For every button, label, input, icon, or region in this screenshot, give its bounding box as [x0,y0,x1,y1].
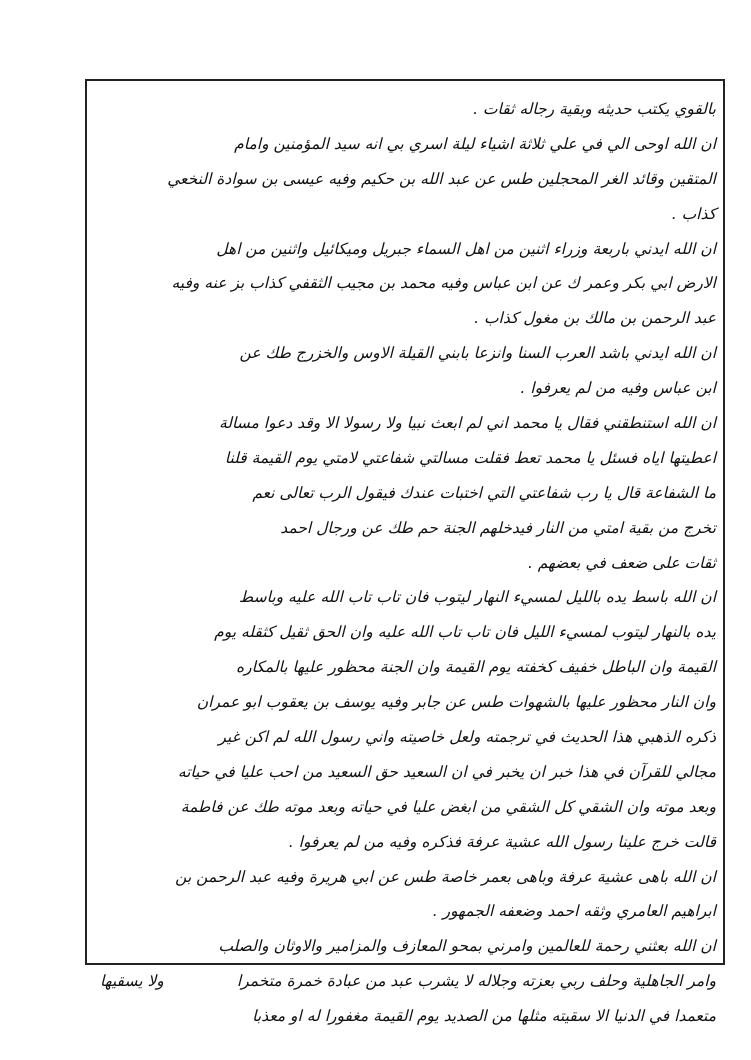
text-line: عبد الرحمن بن مالك بن مغول كذاب . [474,309,716,328]
text-line: المتقين وقائد الغر المحجلين طس عن عبد الله بن حكيم وفيه عيسى بن سوادة النخعي [167,169,716,188]
catchword: ولا يسقيها [100,972,164,990]
text-line: وان النار محظور عليها بالشهوات طس عن جابر وفيه يوسف بن يعقوب ابو عمران [196,693,716,712]
text-line: ما الشفاعة قال يا رب شفاعتي التي اختبات عندك فيقول الرب تعالى نعم [252,483,716,502]
text-line: القيمة وان الباطل خفيف كخفته يوم القيمة وان الجنة محظور عليها بالمكاره [235,658,716,677]
text-line: ابراهيم العامري وثقه احمد وضعفه الجمهور . [432,902,716,921]
text-line: كذاب . [671,204,716,223]
text-line: ان الله اوحى الي في علي ثلاثة اشياء ليلة اسري بي انه سيد المؤمنين وامام [234,134,716,153]
text-line: متعمدا في الدنيا الا سقيته مثلها من الصديد يوم القيمة مغفورا له او معذبا [252,1007,716,1026]
text-line: يده بالنهار ليتوب لمسيء الليل فان تاب تاب الله عليه وان الحق ثقيل كثقله يوم [214,623,716,642]
text-line: بالقوي يكتب حديثه وبقية رجاله ثقات . [473,100,716,118]
text-line: ان الله باهى عشية عرفة وباهى بعمر خاصة طس عن ابي هريرة وفيه عبد الرحمن بن [175,867,716,886]
text-line: تخرج من بقية امتي من النار فيدخلهم الجنة حم طك عن ورجال احمد [280,518,716,537]
text-line: قالت خرج علينا رسول الله عشية عرفة فذكره وفيه من لم يعرفوا . [288,832,716,851]
text-line: ان الله بعثني رحمة للعالمين وامرني بمحو المعازف والمزامير والاوثان والصلب [218,937,716,956]
text-line: ان الله ايدني باربعة وزراء اثنين من اهل السماء جبريل وميكائيل واثنين من اهل [216,239,716,258]
text-line: اعطيتها اياه فسئل يا محمد تعط فقلت مسالتي شفاعتي لامتي يوم القيمة قلنا [224,448,716,467]
text-line: وبعد موته وان الشقي كل الشقي من ابغض عليا في حياته وبعد موته طك عن فاطمة [180,797,716,816]
text-line: وامر الجاهلية وحلف ربي بعزته وجلاله لا يشرب عبد من عبادة خمرة متخمرا [236,972,716,991]
text-line: ان الله استنطقني فقال يا محمد اني لم ابعث نبيا ولا رسولا الا وقد دعوا مسالة [219,414,716,433]
text-line: ان الله ايدني باشد العرب السنا وانزعا بابني القيلة الاوس والخزرج طك عن [239,344,716,363]
text-line: ثقات على ضعف في بعضهم . [527,553,716,572]
text-line: ابن عباس وفيه من لم يعرفوا . [520,379,716,398]
text-line: مجالي للقرآن في هذا خبر ان يخبر في ان السعيد حق السعيد من احب عليا في حياته [177,762,716,781]
text-line: الارض ابي بكر وعمر ك عن ابن عباس وفيه محمد بن مجيب الثقفي كذاب بز عنه وفيه [171,274,716,293]
text-line: ذكره الذهبي هذا الحديث في ترجمته ولعل خاصيته واني رسول الله لم اكن غير [218,728,716,747]
text-line: ان الله باسط يده بالليل لمسيء النهار ليتوب فان تاب تاب الله عليه وباسط [238,588,716,607]
